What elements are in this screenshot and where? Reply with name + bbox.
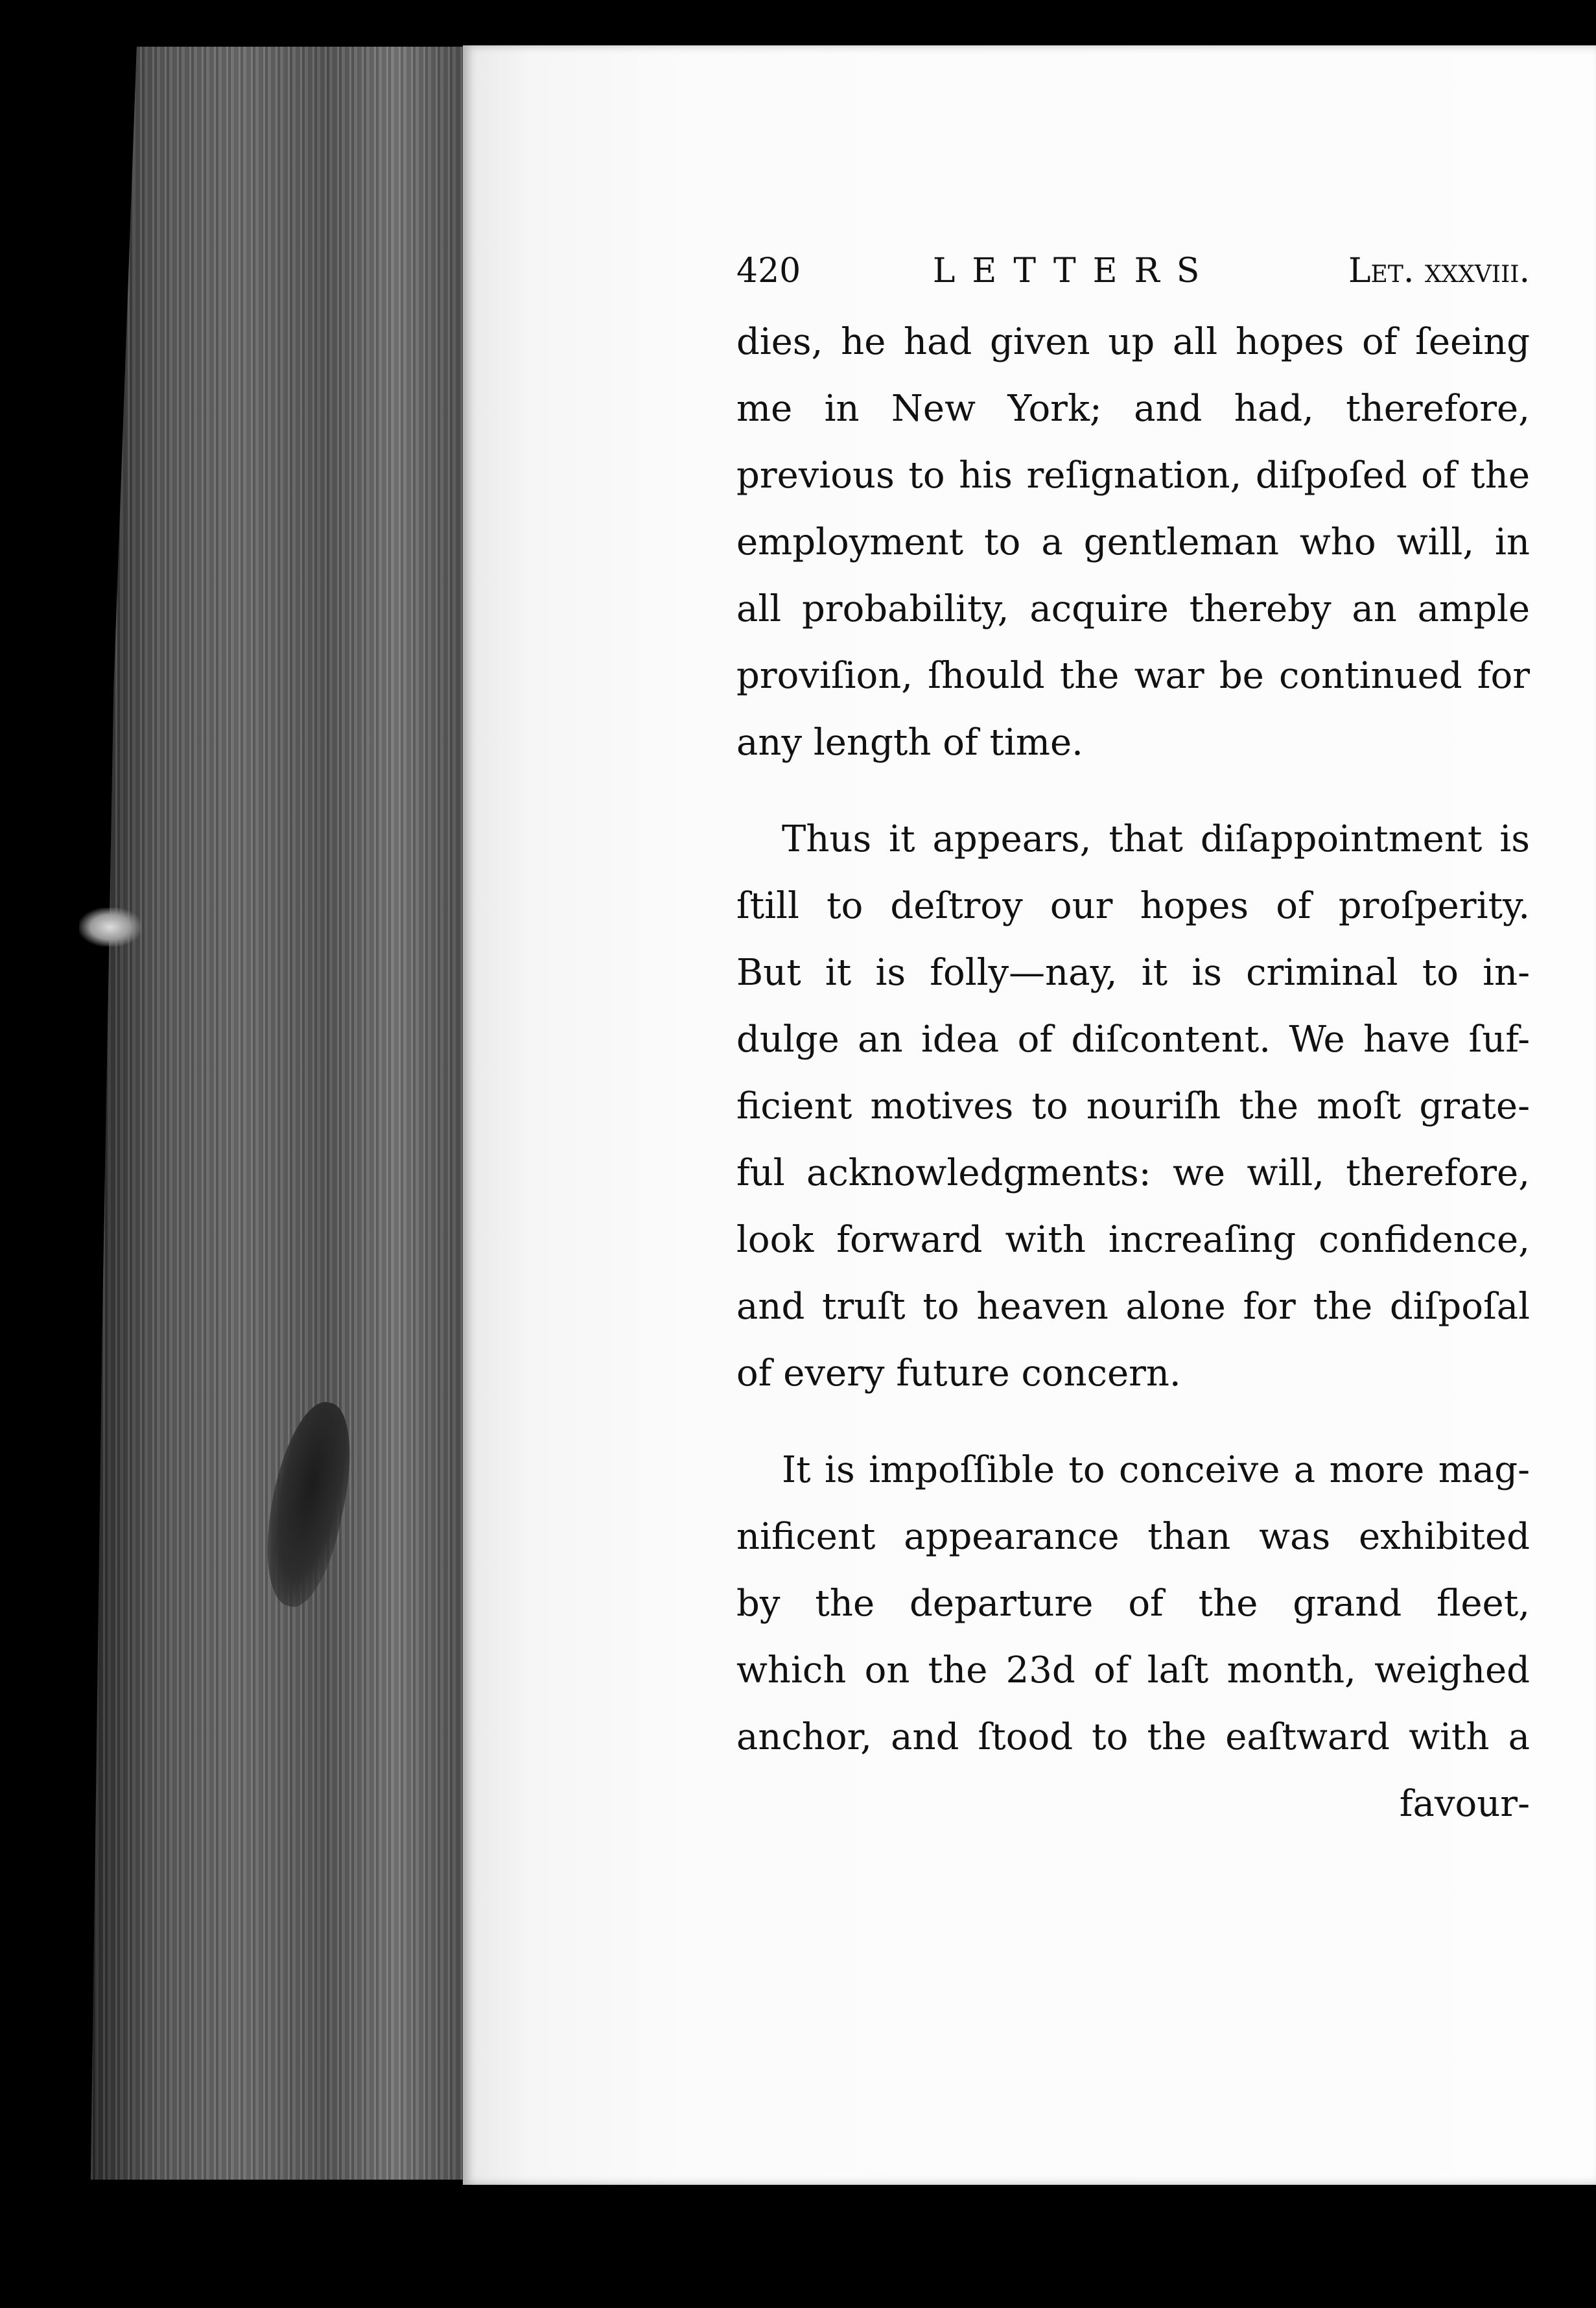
running-header (736, 245, 1530, 297)
book-fore-edge (91, 47, 473, 2180)
text-line: which on the 23d of laſt month, weighed (736, 1649, 1530, 1691)
paragraph-1 (736, 309, 1530, 776)
text-line: of every future concern. (736, 1352, 1181, 1395)
text-line: previous to his reſignation, diſpoſed of the (736, 454, 1530, 497)
catchword: favour- (1399, 1783, 1530, 1825)
text-line: look forward with increaſing confidence, (736, 1219, 1530, 1261)
text-line: ficient motives to nouriſh the moſt grate- (736, 1085, 1530, 1127)
text-line: me in New York; and had, therefore, (736, 388, 1530, 430)
text-line: by the departure of the grand fleet, (736, 1583, 1530, 1625)
text-block (736, 245, 1530, 1837)
text-line: nificent appearance than was exhibited (736, 1516, 1530, 1558)
paragraph-3 (736, 1437, 1530, 1771)
paper-speck (79, 908, 141, 947)
text-line: But it is folly—nay, it is criminal to in- (736, 952, 1530, 994)
text-line: ſtill to deſtroy our hopes of proſperity. (736, 885, 1530, 927)
page-number: 420 (736, 252, 801, 290)
text-line: proviſion, ſhould the war be continued for (736, 655, 1530, 697)
text-line: employment to a gentleman who will, in (736, 521, 1530, 563)
text-line: anchor, and ſtood to the eaſtward with a (736, 1716, 1530, 1758)
text-line: all probability, acquire thereby an ample (736, 588, 1530, 630)
text-line: It is impoſſible to conceive a more mag- (782, 1449, 1530, 1491)
text-line: any length of time. (736, 722, 1083, 764)
text-line: dulge an idea of diſcontent. We have ſuf- (736, 1019, 1530, 1061)
text-line: ful acknowledgments: we will, therefore, (736, 1152, 1530, 1194)
text-line: dies, he had given up all hopes of ſeeing (736, 321, 1530, 363)
paragraph-2 (736, 806, 1530, 1407)
running-title: LETTERS (932, 252, 1217, 290)
text-line: and truſt to heaven alone for the diſpoſal (736, 1286, 1530, 1328)
text-line: Thus it appears, that diſappointment is (782, 818, 1530, 860)
letter-reference: Let. xxxviii. (1348, 252, 1530, 290)
